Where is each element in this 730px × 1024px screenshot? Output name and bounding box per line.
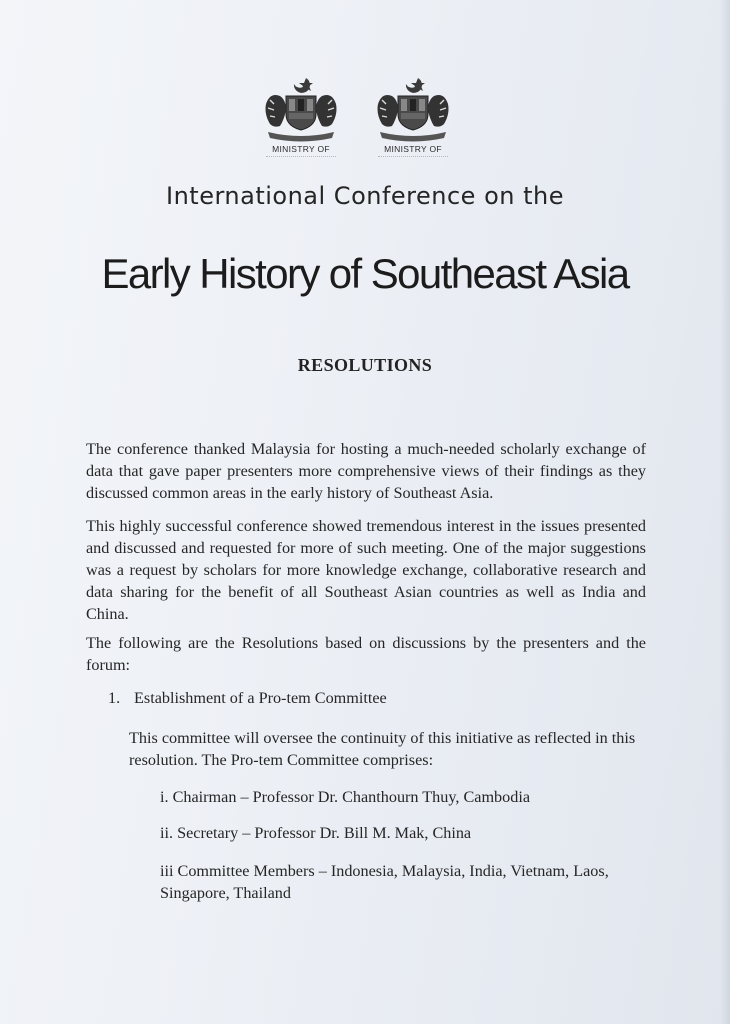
paper-edge-shadow (720, 0, 730, 1024)
resolution-title: Establishment of a Pro-tem Committee (134, 689, 387, 707)
emblem-subcaption-faded (378, 156, 448, 161)
conference-title-line1: International Conference on the (166, 182, 564, 210)
ministry-emblem (370, 74, 456, 164)
malaysia-coat-of-arms-icon (370, 74, 456, 144)
committee-member: ii. Secretary – Professor Dr. Bill M. Mak, China (160, 824, 472, 842)
paragraph: The conference thanked Malaysia for hosting a much-needed scholarly exchange of data that gave paper presenters more comprehensive views of their findings as they discussed common areas in the early history of Southeast Asia. (86, 440, 646, 502)
resolution-number: 1. (108, 689, 121, 707)
malaysia-coat-of-arms-icon (258, 74, 344, 144)
emblem-row (258, 74, 478, 166)
committee-member: i. Chairman – Professor Dr. Chanthourn Thuy, Cambodia (160, 788, 531, 806)
emblem-subcaption-faded (266, 156, 336, 161)
resolutions-heading: RESOLUTIONS (297, 355, 433, 375)
ministry-emblem (258, 74, 344, 164)
emblem-caption: MINISTRY OF (384, 144, 442, 154)
committee-member: iii Committee Members – Indonesia, Malaysia, India, Vietnam, Laos, Singapore, Thailand (160, 862, 609, 902)
emblem-caption: MINISTRY OF (272, 144, 330, 154)
paragraph: This highly successful conference showed tremendous interest in the issues presented and discussed and requested for more of such meeting. One of the major suggestions was a request by scholars for more knowledge exchange, collaborative research and data sharing for the benefit of all Southeast Asian countries as well as India and China. (86, 517, 646, 623)
paragraph: The following are the Resolutions based on discussions by the presenters and the forum: (86, 634, 646, 674)
conference-title-line2: Early History of Southeast Asia (101, 250, 629, 297)
resolution-item (108, 689, 387, 708)
resolution-description: This committee will oversee the continuity of this initiative as reflected in this resolution. The Pro-tem Committee comprises: (129, 729, 636, 769)
